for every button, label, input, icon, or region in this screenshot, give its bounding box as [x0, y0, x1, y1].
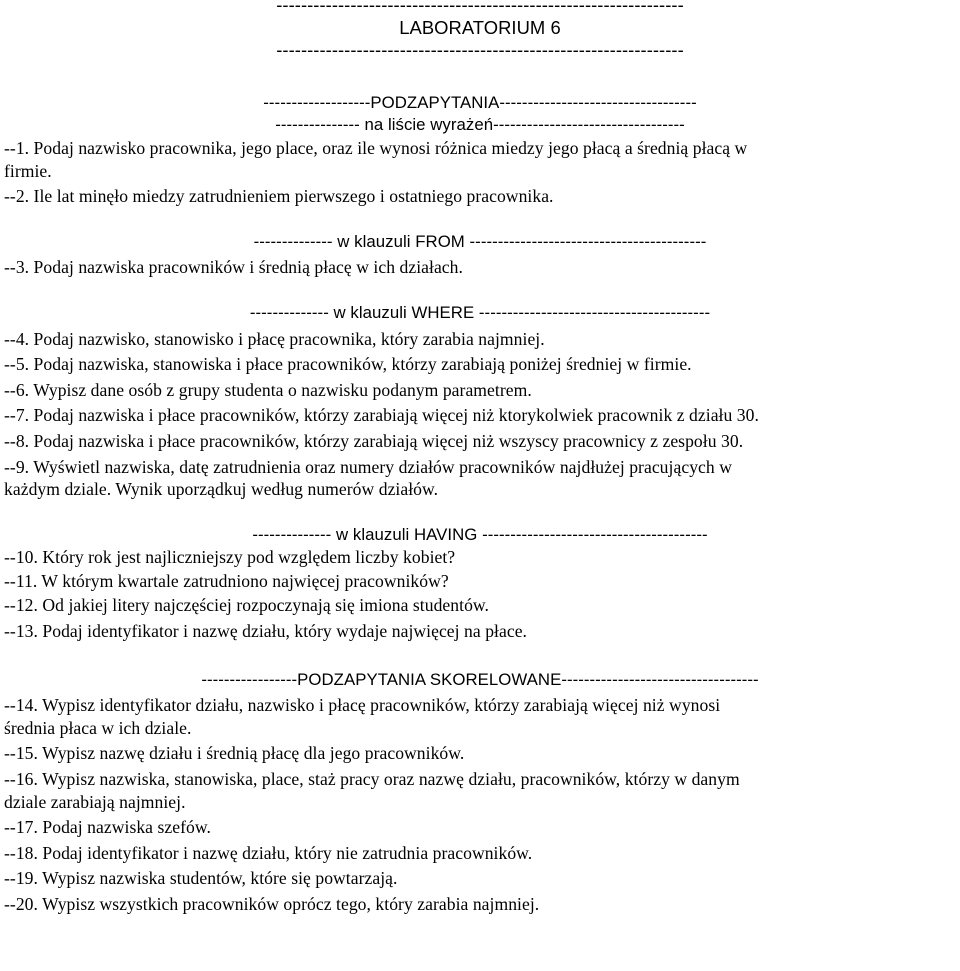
task-10: --10. Który rok jest najliczniejszy pod względem liczby kobiet? [4, 547, 456, 568]
section-heading-having: -------------- w klauzuli HAVING ---------------------------------------- [252, 524, 708, 544]
task-20: --20. Wypisz wszystkich pracowników oprócz tego, który zarabia najmniej. [4, 894, 540, 914]
header-rule-top: ------------------------------------------------------------------ [276, 0, 684, 15]
task-3: --3. Podaj nazwiska pracowników i średnią płacę w ich działach. [4, 257, 463, 278]
task-13: --13. Podaj identyfikator i nazwę działu, który wydaje najwięcej na płace. [4, 621, 528, 642]
task-1-continuation: firmie. [4, 160, 52, 181]
section-heading-from: -------------- w klauzuli FROM ------------------------------------------ [253, 231, 707, 251]
task-12: --12. Od jakiej litery najczęściej rozpoczynają się imiona studentów. [4, 595, 489, 616]
task-15: --15. Wypisz nazwę działu i średnią płacę dla jego pracowników. [4, 743, 465, 764]
task-4: --4. Podaj nazwisko, stanowisko i płacę pracownika, który zarabia najmniej. [4, 328, 545, 349]
task-14: --14. Wypisz identyfikator działu, nazwisko i płacę pracowników, którzy zarabiają więcej niż wynosi [4, 695, 721, 716]
header-rule-bottom: ------------------------------------------------------------------ [276, 39, 684, 61]
task-8: --8. Podaj nazwiska i płace pracowników, którzy zarabiają więcej niż wszyscy pracownicy z zespołu 30. [4, 430, 744, 451]
task-9: --9. Wyświetl nazwiska, datę zatrudnienia oraz numery działów pracowników najdłużej pracujących w [4, 456, 732, 477]
task-14-continuation: średnia płaca w ich dziale. [4, 717, 192, 738]
task-16-continuation: dziale zarabiają najmniej. [4, 791, 186, 812]
task-6: --6. Wypisz dane osób z grupy studenta o nazwisku podanym parametrem. [4, 379, 532, 400]
section-heading-na-lisciu: --------------- na liście wyrażeń---------------------------------- [275, 115, 685, 135]
page-title: LABORATORIUM 6 [399, 16, 561, 38]
section-heading-where: -------------- w klauzuli WHERE ----------------------------------------- [249, 302, 711, 322]
task-7: --7. Podaj nazwiska i płace pracowników, którzy zarabiają więcej niż ktorykolwiek pracownik z działu 30. [4, 405, 759, 426]
section-heading-skorelowane: -----------------PODZAPYTANIA SKORELOWANE----------------------------------- [201, 669, 759, 689]
task-1: --1. Podaj nazwisko pracownika, jego place, oraz ile wynosi różnica miedzy jego płacą a średnią płacą w [4, 137, 748, 158]
task-16: --16. Wypisz nazwiska, stanowiska, place, staż pracy oraz nazwę działu, pracowników, którzy w danym [4, 769, 740, 790]
task-5: --5. Podaj nazwiska, stanowiska i płace pracowników, którzy zarabiają poniżej średniej w firmie. [4, 354, 692, 375]
task-17: --17. Podaj nazwiska szefów. [4, 817, 211, 838]
task-19: --19. Wypisz nazwiska studentów, które się powtarzają. [4, 868, 398, 889]
task-2: --2. Ile lat minęło miedzy zatrudnieniem pierwszego i ostatniego pracownika. [4, 186, 554, 207]
section-heading-podzapytania: -------------------PODZAPYTANIA----------------------------------- [263, 92, 697, 112]
task-18: --18. Podaj identyfikator i nazwę działu, który nie zatrudnia pracowników. [4, 842, 533, 863]
task-11: --11. W którym kwartale zatrudniono najwięcej pracowników? [4, 570, 449, 591]
document-page [4, 0, 956, 916]
task-9-continuation: każdym dziale. Wynik uporządkuj według numerów działów. [4, 479, 439, 500]
